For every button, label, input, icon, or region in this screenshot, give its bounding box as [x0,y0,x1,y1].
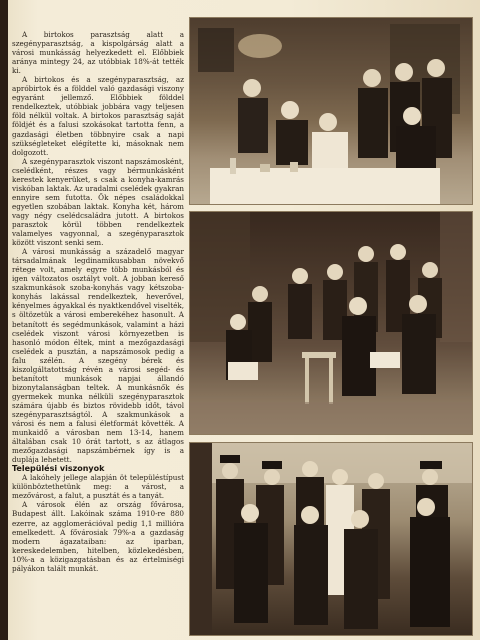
crowd-portrait-photo [190,443,472,635]
paragraph: A birtokos parasztság alatt a szegényparasztság, a kispolgárság alatt a városi munkásság helyezkedett el. Előbbiek aránya mintegy 24, az utóbbiak 18%-át tették ki. [12,30,184,76]
paragraph: A lakóhely jellege alapján öt településtípust különböztethetünk meg: a várost, a mezővárost, a falut, a pusztát és a tanyát. [12,473,184,501]
paragraph: A városok élén az ország fővárosa, Budapest állt. Lakóinak száma 1910-re 880 ezerre, az agglomerációval pedig 1,1 millióra emelkedett. A fővárosiak 79%-a a gazdaság modern ágazataiban: az iparban, kereskedelemben, hitelben, közlekedésben, 10%-a a közigazgatásban és az értelmiségi pályákon talált munkát. [12,500,184,573]
family-dinner-photo [190,18,472,204]
section-heading: Települési viszonyok [12,464,105,474]
page-edge [0,0,8,640]
body-text-column [12,30,184,630]
family-group-photo [190,212,472,434]
paragraph: A birtokos és a szegényparasztság, az apróbirtok és a földdel való gazdasági viszony egyaránt jellemző. Előbbiek földdel rendelkeztek, utóbbiak jobbára vagy teljesen föld nélkül voltak. A birtokos parasztság saját földjét és a falusi szokásokat tartotta fenn, a gazdasági életben többnyire csak a napi szükségleteket elégítette ki, másoknak nem dolgozott. [12,75,184,157]
paragraph: A szegényparasztok viszont napszámosként, cselédként, részes vagy bérmunkásként kerestek kenyerüket, s csak a konyha-kamrás viskóban laktak. Az uradalmi cselédek gyakran ennyire sem futotta. Ők népes családokkal egyetlen szobában laktak. Konyha két, három vagy négy cselédcsaládra jutott. A birtokos parasztok körül többen rendelkeztek valamelyes vagyonnal, a szegényparasztok között viszont senki sem. [12,156,184,248]
paragraph: A városi munkásság a századelő magyar társadalmának legdinamikusabban növekvő rétege volt, amely egyre több munkásból és igen változatos osztályt volt. A jobban kereső szakmunkások szoba-konyhás vagy kétszoba-konyhás lakással rendelkeztek, heverővel, kényelmes ágyakkal és nyaktkendővel viselték, s öltözetük a városi emberekéhez hasonult. A betanított és segédmunkások, valamint a házi cselédek viszont városi környezetben is hasonló módon éltek, mint a mezőgazdasági cselédek a pusztán, a napszámosok pedig a falu szélén. A szegény bérek és kiszolgáltatottság révén a városi segéd- és betanított munkások napjai állandó bizonytalanságban teltek. A munkásnők és gyermekek munka nélküli szegényparasztok számára újabb és biztos rövidebb időt, távol szegényparasztságtól. A szakmunkások a városi és nem a falusi életformát követték. A munkaidő a városban nem 13-14, hanem általában csak 10 órát tartott, s az átlagos mezőgazdasági napszámbérnek így is a duplája lehetett. [12,247,184,465]
